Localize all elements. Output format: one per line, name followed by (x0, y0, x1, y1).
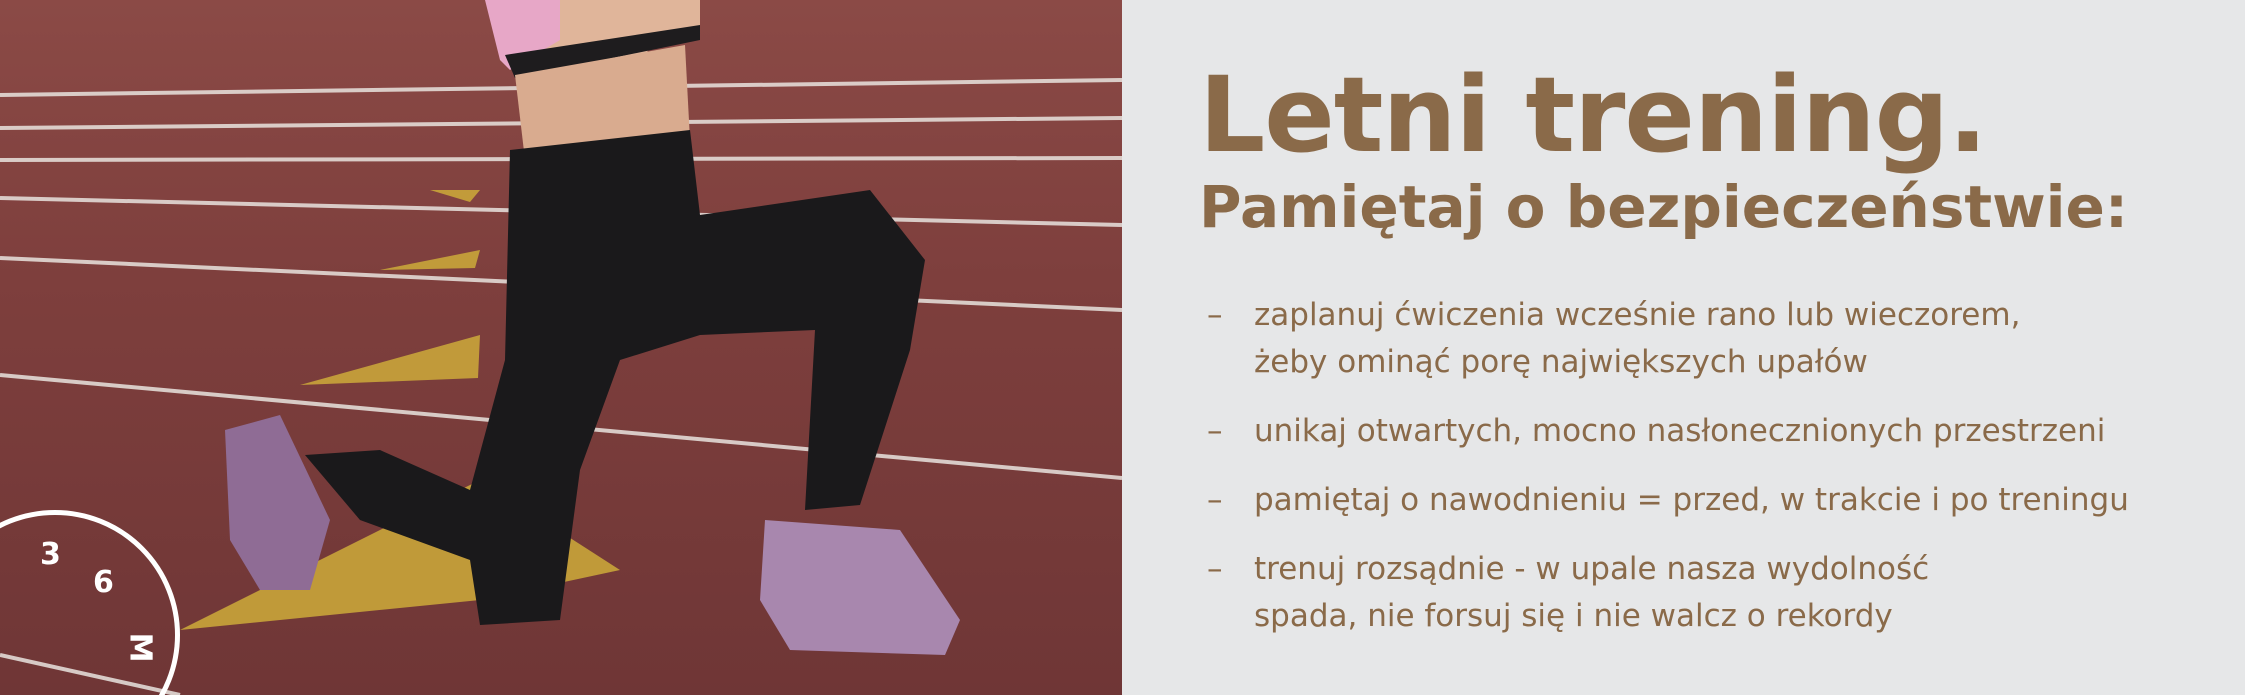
tip-item (1207, 477, 2227, 524)
logo-digit-6: 6 (93, 565, 114, 600)
logo-letter-m: M (122, 632, 158, 663)
bullet-dash: – (1207, 482, 1223, 518)
tip-text: trenuj rozsądnie - w upale nasza wydolność spada, nie forsuj się i nie walcz o rekordy (1254, 551, 1930, 634)
runner-photo (0, 0, 1122, 695)
bullet-dash: – (1207, 551, 1223, 587)
tip-item (1207, 546, 2227, 640)
bullet-dash: – (1207, 413, 1223, 449)
logo-digit-3: 3 (40, 537, 61, 572)
tip-item (1207, 292, 2227, 386)
tip-text: unikaj otwartych, mocno nasłonecznionych przestrzeni (1254, 413, 2106, 449)
bullet-dash: – (1207, 297, 1223, 333)
tip-text: pamiętaj o nawodnieniu = przed, w trakcie i po treningu (1254, 482, 2129, 518)
headline: Letni trening. (1199, 54, 1987, 176)
text-panel (1122, 0, 2245, 695)
tip-item (1207, 408, 2227, 455)
subheadline: Pamiętaj o bezpieczeństwie: (1199, 173, 2129, 241)
tips-list (1207, 292, 2227, 662)
tip-text: zaplanuj ćwiczenia wcześnie rano lub wieczorem, żeby ominąć porę największych upałów (1254, 297, 2021, 380)
